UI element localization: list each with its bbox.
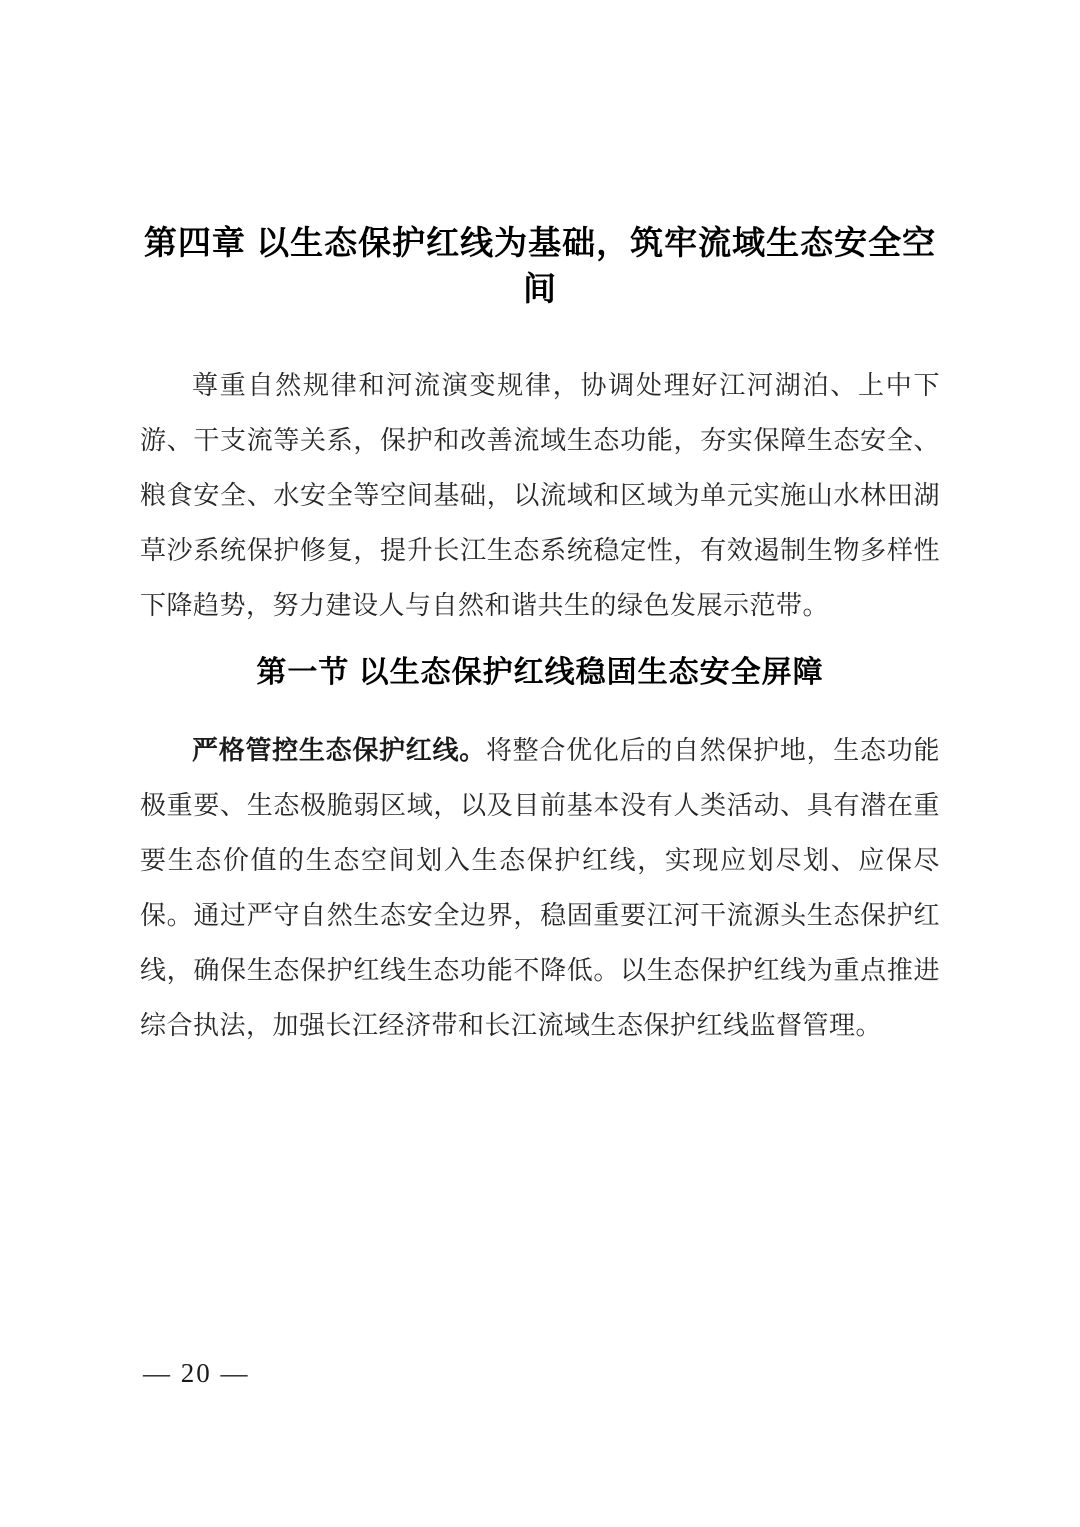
intro-paragraph: 尊重自然规律和河流演变规律，协调处理好江河湖泊、上中下游、干支流等关系，保护和改善流域生态功能，夯实保障生态安全、粮食安全、水安全等空间基础，以流域和区域为单元实施山水林田湖草沙系统保护修复，提升长江生态系统稳定性，有效遏制生物多样性下降趋势，努力建设人与自然和谐共生的绿色发展示范带。 bbox=[140, 371, 940, 620]
section-paragraph bbox=[140, 723, 940, 1053]
section-paragraph-body: 将整合优化后的自然保护地，生态功能极重要、生态极脆弱区域，以及目前基本没有人类活动、具有潜在重要生态价值的生态空间划入生态保护红线，实现应划尽划、应保尽保。通过严守自然生态安全边界，稳固重要江河干流源头生态保护红线，确保生态保护红线生态功能不降低。以生态保护红线为重点推进综合执法，加强长江经济带和长江流域生态保护红线监督管理。 bbox=[140, 736, 940, 1040]
section-paragraph-lead: 严格管控生态保护红线。 bbox=[192, 736, 486, 765]
page-number: — 20 — bbox=[143, 1358, 250, 1388]
chapter-title: 第四章 以生态保护红线为基础，筑牢流域生态安全空间 bbox=[143, 224, 937, 307]
page-footer bbox=[143, 1358, 250, 1389]
section-title: 第一节 以生态保护红线稳固生态安全屏障 bbox=[256, 656, 824, 689]
